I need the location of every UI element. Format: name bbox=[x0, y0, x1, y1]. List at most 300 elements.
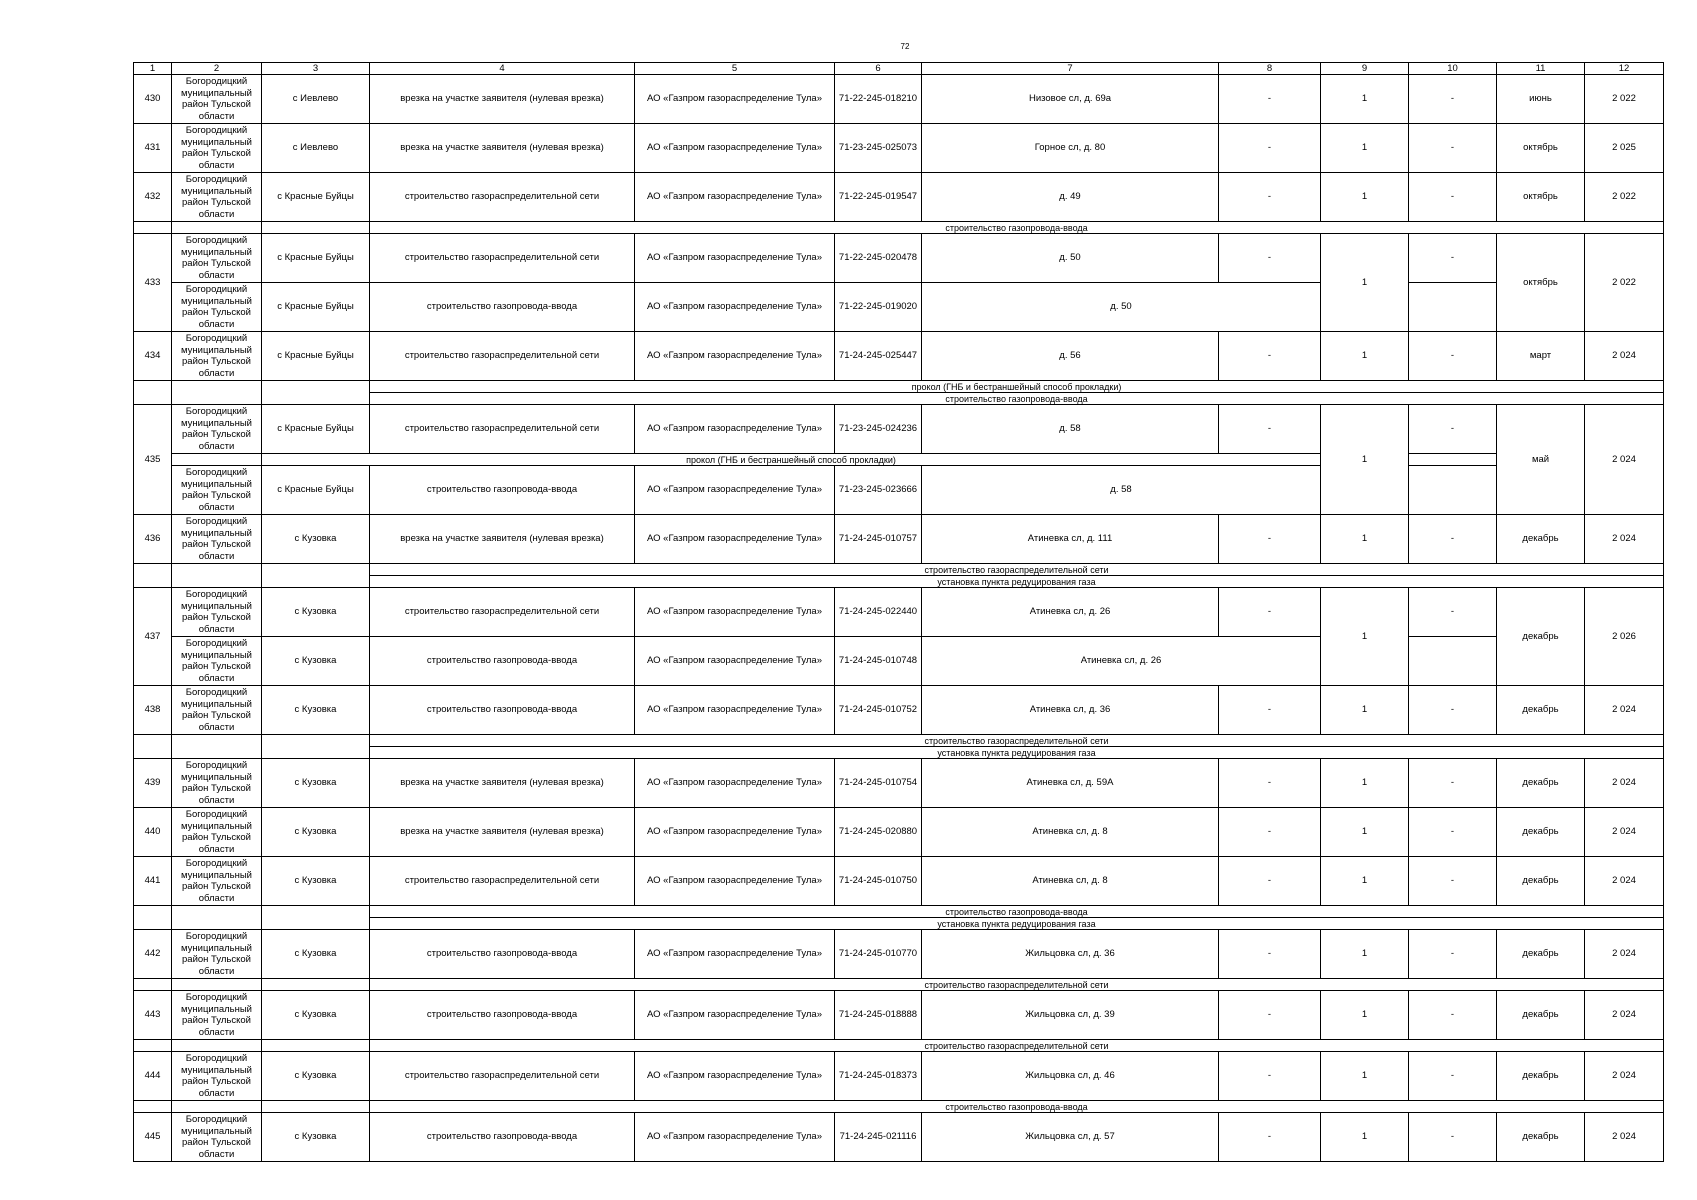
col10-cell: - bbox=[1409, 234, 1497, 283]
sub-work-label: строительство газораспределительной сети bbox=[370, 735, 1664, 747]
row-number: 432 bbox=[134, 173, 172, 222]
sub-work-label: строительство газопровода-ввода bbox=[370, 1101, 1664, 1113]
table-row bbox=[134, 515, 1664, 564]
col8-cell: - bbox=[1219, 857, 1321, 906]
sub-work-label: строительство газораспределительной сети bbox=[370, 979, 1664, 991]
district-cell: Богородицкий муниципальный район Тульской области bbox=[172, 808, 262, 857]
organization-cell: АО «Газпром газораспределение Тула» bbox=[635, 124, 835, 173]
blank-cell bbox=[134, 1101, 172, 1113]
sub-work-row bbox=[134, 576, 1664, 588]
address-cell: Атиневка сл, д. 8 bbox=[922, 808, 1219, 857]
organization-cell: АО «Газпром газораспределение Тула» bbox=[635, 991, 835, 1040]
table-body bbox=[134, 63, 1664, 1162]
col8-cell: - bbox=[1219, 808, 1321, 857]
organization-cell: АО «Газпром газораспределение Тула» bbox=[635, 588, 835, 637]
blank-cell bbox=[262, 393, 370, 405]
col10-cell: - bbox=[1409, 332, 1497, 381]
address-cell: Атиневка сл, д. 26 bbox=[922, 637, 1321, 686]
address-cell: д. 50 bbox=[922, 234, 1219, 283]
month-cell: октябрь bbox=[1497, 124, 1585, 173]
column-header: 1 bbox=[134, 63, 172, 75]
work-type-cell: строительство газопровода-ввода bbox=[370, 686, 635, 735]
table-row bbox=[134, 124, 1664, 173]
blank-cell bbox=[172, 454, 262, 466]
month-cell: декабрь bbox=[1497, 857, 1585, 906]
col9-cell: 1 bbox=[1321, 405, 1409, 515]
sub-work-row bbox=[134, 747, 1664, 759]
blank-cell bbox=[262, 906, 370, 918]
row-number: 435 bbox=[134, 405, 172, 515]
year-cell: 2 024 bbox=[1585, 991, 1664, 1040]
col10-cell: - bbox=[1409, 759, 1497, 808]
month-cell: декабрь bbox=[1497, 515, 1585, 564]
month-cell: октябрь bbox=[1497, 173, 1585, 222]
district-cell: Богородицкий муниципальный район Тульской области bbox=[172, 1052, 262, 1101]
sub-work-row bbox=[134, 1040, 1664, 1052]
district-cell: Богородицкий муниципальный район Тульской области bbox=[172, 124, 262, 173]
col8-cell: - bbox=[1219, 234, 1321, 283]
col9-cell: 1 bbox=[1321, 1113, 1409, 1162]
sub-work-label: строительство газораспределительной сети bbox=[370, 564, 1664, 576]
district-cell: Богородицкий муниципальный район Тульской области bbox=[172, 991, 262, 1040]
village-cell: с Кузовка bbox=[262, 808, 370, 857]
table-row bbox=[134, 637, 1664, 686]
address-cell: Атиневка сл, д. 36 bbox=[922, 686, 1219, 735]
blank-cell bbox=[134, 393, 172, 405]
blank-cell bbox=[134, 564, 172, 576]
address-cell: Атиневка сл, д. 8 bbox=[922, 857, 1219, 906]
sub-work-label: прокол (ГНБ и бестраншейный способ прокладки) bbox=[370, 381, 1664, 393]
application-code-cell: 71-24-245-018373 bbox=[835, 1052, 922, 1101]
organization-cell: АО «Газпром газораспределение Тула» bbox=[635, 332, 835, 381]
col9-cell: 1 bbox=[1321, 991, 1409, 1040]
blank-cell bbox=[134, 979, 172, 991]
blank-cell bbox=[262, 735, 370, 747]
blank-cell bbox=[172, 918, 262, 930]
year-cell: 2 024 bbox=[1585, 332, 1664, 381]
village-cell: с Иевлево bbox=[262, 124, 370, 173]
col10-cell: - bbox=[1409, 857, 1497, 906]
col10-cell: - bbox=[1409, 1113, 1497, 1162]
col10-cell: - bbox=[1409, 75, 1497, 124]
work-type-cell: строительство газораспределительной сети bbox=[370, 857, 635, 906]
work-type-cell: строительство газораспределительной сети bbox=[370, 588, 635, 637]
col8-cell: - bbox=[1219, 75, 1321, 124]
organization-cell: АО «Газпром газораспределение Тула» bbox=[635, 515, 835, 564]
application-code-cell: 71-22-245-019547 bbox=[835, 173, 922, 222]
village-cell: с Кузовка bbox=[262, 857, 370, 906]
application-code-cell: 71-22-245-019020 bbox=[835, 283, 922, 332]
blank-cell bbox=[172, 222, 262, 234]
sub-work-label: строительство газораспределительной сети bbox=[370, 1040, 1664, 1052]
sub-work-label: строительство газопровода-ввода bbox=[370, 222, 1664, 234]
sub-work-label: установка пункта редуцирования газа bbox=[370, 747, 1664, 759]
month-cell: декабрь bbox=[1497, 686, 1585, 735]
district-cell: Богородицкий муниципальный район Тульской области bbox=[172, 1113, 262, 1162]
col9-cell: 1 bbox=[1321, 515, 1409, 564]
work-type-cell: строительство газопровода-ввода bbox=[370, 637, 635, 686]
col8-cell: - bbox=[1219, 930, 1321, 979]
blank-cell bbox=[172, 393, 262, 405]
address-cell: Низовое сл, д. 69а bbox=[922, 75, 1219, 124]
table-row bbox=[134, 686, 1664, 735]
village-cell: с Красные Буйцы bbox=[262, 332, 370, 381]
month-cell: декабрь bbox=[1497, 808, 1585, 857]
address-cell: д. 49 bbox=[922, 173, 1219, 222]
year-cell: 2 024 bbox=[1585, 759, 1664, 808]
village-cell: с Кузовка bbox=[262, 637, 370, 686]
village-cell: с Красные Буйцы bbox=[262, 173, 370, 222]
sub-work-row bbox=[134, 735, 1664, 747]
blank-cell bbox=[134, 381, 172, 393]
organization-cell: АО «Газпром газораспределение Тула» bbox=[635, 173, 835, 222]
month-cell: декабрь bbox=[1497, 1052, 1585, 1101]
village-cell: с Кузовка bbox=[262, 991, 370, 1040]
sub-work-row bbox=[134, 381, 1664, 393]
col10-cell bbox=[1409, 283, 1497, 332]
blank-cell bbox=[262, 381, 370, 393]
application-code-cell: 71-24-245-025447 bbox=[835, 332, 922, 381]
row-number: 437 bbox=[134, 588, 172, 686]
blank-cell bbox=[262, 747, 370, 759]
col10-cell: - bbox=[1409, 405, 1497, 454]
district-cell: Богородицкий муниципальный район Тульской области bbox=[172, 759, 262, 808]
application-code-cell: 71-24-245-022440 bbox=[835, 588, 922, 637]
col10-cell: - bbox=[1409, 515, 1497, 564]
col10-cell: - bbox=[1409, 173, 1497, 222]
month-cell: март bbox=[1497, 332, 1585, 381]
district-cell: Богородицкий муниципальный район Тульской области bbox=[172, 686, 262, 735]
col10-cell bbox=[1409, 466, 1497, 515]
month-cell: декабрь bbox=[1497, 991, 1585, 1040]
col10-cell: - bbox=[1409, 808, 1497, 857]
address-cell: Жильцовка сл, д. 39 bbox=[922, 991, 1219, 1040]
district-cell: Богородицкий муниципальный район Тульской области bbox=[172, 75, 262, 124]
work-type-cell: врезка на участке заявителя (нулевая врезка) bbox=[370, 515, 635, 564]
column-header: 11 bbox=[1497, 63, 1585, 75]
work-type-cell: строительство газопровода-ввода bbox=[370, 466, 635, 515]
village-cell: с Красные Буйцы bbox=[262, 466, 370, 515]
work-type-cell: врезка на участке заявителя (нулевая врезка) bbox=[370, 75, 635, 124]
blank-cell bbox=[172, 906, 262, 918]
work-type-cell: строительство газопровода-ввода bbox=[370, 1113, 635, 1162]
blank-cell bbox=[172, 1040, 262, 1052]
blank-cell bbox=[262, 979, 370, 991]
organization-cell: АО «Газпром газораспределение Тула» bbox=[635, 466, 835, 515]
application-code-cell: 71-24-245-010754 bbox=[835, 759, 922, 808]
address-cell: Жильцовка сл, д. 46 bbox=[922, 1052, 1219, 1101]
column-header: 10 bbox=[1409, 63, 1497, 75]
month-cell: декабрь bbox=[1497, 930, 1585, 979]
page-number: 72 bbox=[900, 42, 910, 51]
application-code-cell: 71-24-245-021116 bbox=[835, 1113, 922, 1162]
column-header: 12 bbox=[1585, 63, 1664, 75]
column-header: 5 bbox=[635, 63, 835, 75]
col10-cell: - bbox=[1409, 1052, 1497, 1101]
year-cell: 2 024 bbox=[1585, 405, 1664, 515]
blank-cell bbox=[134, 747, 172, 759]
address-cell: д. 50 bbox=[922, 283, 1321, 332]
sub-work-label: строительство газопровода-ввода bbox=[370, 393, 1664, 405]
village-cell: с Красные Буйцы bbox=[262, 405, 370, 454]
column-header: 6 bbox=[835, 63, 922, 75]
year-cell: 2 024 bbox=[1585, 515, 1664, 564]
col9-cell: 1 bbox=[1321, 234, 1409, 332]
row-number: 441 bbox=[134, 857, 172, 906]
application-code-cell: 71-23-245-023666 bbox=[835, 466, 922, 515]
work-type-cell: строительство газораспределительной сети bbox=[370, 332, 635, 381]
sub-work-row bbox=[134, 918, 1664, 930]
application-code-cell: 71-24-245-010752 bbox=[835, 686, 922, 735]
month-cell: декабрь bbox=[1497, 759, 1585, 808]
address-cell: Атиневка сл, д. 111 bbox=[922, 515, 1219, 564]
address-cell: д. 56 bbox=[922, 332, 1219, 381]
month-cell: май bbox=[1497, 405, 1585, 515]
blank-cell bbox=[172, 735, 262, 747]
sub-work-label: прокол (ГНБ и бестраншейный способ прокладки) bbox=[262, 454, 1321, 466]
village-cell: с Кузовка bbox=[262, 759, 370, 808]
table-row bbox=[134, 283, 1664, 332]
year-cell: 2 024 bbox=[1585, 1052, 1664, 1101]
col8-cell: - bbox=[1219, 515, 1321, 564]
village-cell: с Кузовка bbox=[262, 588, 370, 637]
sub-work-row bbox=[134, 979, 1664, 991]
work-type-cell: врезка на участке заявителя (нулевая врезка) bbox=[370, 808, 635, 857]
col8-cell: - bbox=[1219, 1113, 1321, 1162]
organization-cell: АО «Газпром газораспределение Тула» bbox=[635, 234, 835, 283]
col9-cell: 1 bbox=[1321, 808, 1409, 857]
col8-cell: - bbox=[1219, 332, 1321, 381]
table-row bbox=[134, 75, 1664, 124]
village-cell: с Красные Буйцы bbox=[262, 234, 370, 283]
table-row bbox=[134, 1052, 1664, 1101]
work-type-cell: врезка на участке заявителя (нулевая врезка) bbox=[370, 124, 635, 173]
village-cell: с Красные Буйцы bbox=[262, 283, 370, 332]
sub-work-row bbox=[134, 564, 1664, 576]
row-number: 430 bbox=[134, 75, 172, 124]
table-row bbox=[134, 332, 1664, 381]
column-header-row bbox=[134, 63, 1664, 75]
application-code-cell: 71-24-245-010757 bbox=[835, 515, 922, 564]
district-cell: Богородицкий муниципальный район Тульской области bbox=[172, 283, 262, 332]
table-row bbox=[134, 808, 1664, 857]
sub-work-row bbox=[134, 906, 1664, 918]
district-cell: Богородицкий муниципальный район Тульской области bbox=[172, 588, 262, 637]
year-cell: 2 022 bbox=[1585, 173, 1664, 222]
table-row bbox=[134, 1113, 1664, 1162]
district-cell: Богородицкий муниципальный район Тульской области bbox=[172, 332, 262, 381]
sub-work-row bbox=[134, 222, 1664, 234]
address-cell: Горное сл, д. 80 bbox=[922, 124, 1219, 173]
district-cell: Богородицкий муниципальный район Тульской области bbox=[172, 234, 262, 283]
connection-schedule-table bbox=[133, 62, 1664, 1162]
row-number: 433 bbox=[134, 234, 172, 332]
col9-cell: 1 bbox=[1321, 759, 1409, 808]
work-type-cell: строительство газопровода-ввода bbox=[370, 991, 635, 1040]
col8-cell: - bbox=[1219, 173, 1321, 222]
work-type-cell: строительство газораспределительной сети bbox=[370, 1052, 635, 1101]
col9-cell: 1 bbox=[1321, 686, 1409, 735]
village-cell: с Кузовка bbox=[262, 515, 370, 564]
application-code-cell: 71-24-245-018888 bbox=[835, 991, 922, 1040]
sub-work-label: установка пункта редуцирования газа bbox=[370, 918, 1664, 930]
blank-cell bbox=[172, 747, 262, 759]
blank-cell bbox=[172, 979, 262, 991]
organization-cell: АО «Газпром газораспределение Тула» bbox=[635, 808, 835, 857]
organization-cell: АО «Газпром газораспределение Тула» bbox=[635, 405, 835, 454]
district-cell: Богородицкий муниципальный район Тульской области bbox=[172, 405, 262, 454]
blank-cell bbox=[262, 1101, 370, 1113]
address-cell: Атиневка сл, д. 26 bbox=[922, 588, 1219, 637]
year-cell: 2 024 bbox=[1585, 1113, 1664, 1162]
col8-cell: - bbox=[1219, 686, 1321, 735]
blank-cell bbox=[134, 1040, 172, 1052]
column-header: 8 bbox=[1219, 63, 1321, 75]
address-cell: Жильцовка сл, д. 57 bbox=[922, 1113, 1219, 1162]
organization-cell: АО «Газпром газораспределение Тула» bbox=[635, 857, 835, 906]
sub-work-row bbox=[134, 1101, 1664, 1113]
table-row bbox=[134, 991, 1664, 1040]
month-cell: июнь bbox=[1497, 75, 1585, 124]
district-cell: Богородицкий муниципальный район Тульской области bbox=[172, 637, 262, 686]
application-code-cell: 71-23-245-025073 bbox=[835, 124, 922, 173]
col10-cell bbox=[1409, 637, 1497, 686]
col9-cell: 1 bbox=[1321, 857, 1409, 906]
organization-cell: АО «Газпром газораспределение Тула» bbox=[635, 1113, 835, 1162]
row-number: 445 bbox=[134, 1113, 172, 1162]
column-header: 3 bbox=[262, 63, 370, 75]
blank-cell bbox=[172, 1101, 262, 1113]
application-code-cell: 71-22-245-018210 bbox=[835, 75, 922, 124]
col10-cell: - bbox=[1409, 991, 1497, 1040]
organization-cell: АО «Газпром газораспределение Тула» bbox=[635, 759, 835, 808]
row-number: 438 bbox=[134, 686, 172, 735]
year-cell: 2 022 bbox=[1585, 75, 1664, 124]
col10-cell: - bbox=[1409, 124, 1497, 173]
row-number: 436 bbox=[134, 515, 172, 564]
blank-cell bbox=[262, 564, 370, 576]
address-cell: Атиневка сл, д. 59А bbox=[922, 759, 1219, 808]
year-cell: 2 026 bbox=[1585, 588, 1664, 686]
district-cell: Богородицкий муниципальный район Тульской области bbox=[172, 857, 262, 906]
blank-cell bbox=[262, 222, 370, 234]
organization-cell: АО «Газпром газораспределение Тула» bbox=[635, 637, 835, 686]
month-cell: октябрь bbox=[1497, 234, 1585, 332]
col9-cell: 1 bbox=[1321, 930, 1409, 979]
blank-cell bbox=[262, 918, 370, 930]
sub-work-label: строительство газопровода-ввода bbox=[370, 906, 1664, 918]
sub-work-row bbox=[134, 393, 1664, 405]
col9-cell: 1 bbox=[1321, 124, 1409, 173]
table-row bbox=[134, 405, 1664, 454]
address-cell: д. 58 bbox=[922, 466, 1321, 515]
row-number: 443 bbox=[134, 991, 172, 1040]
column-header: 2 bbox=[172, 63, 262, 75]
village-cell: с Кузовка bbox=[262, 686, 370, 735]
district-cell: Богородицкий муниципальный район Тульской области bbox=[172, 466, 262, 515]
application-code-cell: 71-24-245-010748 bbox=[835, 637, 922, 686]
village-cell: с Иевлево bbox=[262, 75, 370, 124]
organization-cell: АО «Газпром газораспределение Тула» bbox=[635, 930, 835, 979]
blank-cell bbox=[134, 576, 172, 588]
column-header: 7 bbox=[922, 63, 1219, 75]
application-code-cell: 71-22-245-020478 bbox=[835, 234, 922, 283]
organization-cell: АО «Газпром газораспределение Тула» bbox=[635, 283, 835, 332]
work-type-cell: строительство газораспределительной сети bbox=[370, 173, 635, 222]
col10-cell: - bbox=[1409, 686, 1497, 735]
work-type-cell: строительство газораспределительной сети bbox=[370, 234, 635, 283]
blank-cell bbox=[134, 918, 172, 930]
village-cell: с Кузовка bbox=[262, 1113, 370, 1162]
table-row bbox=[134, 466, 1664, 515]
organization-cell: АО «Газпром газораспределение Тула» bbox=[635, 686, 835, 735]
table-row bbox=[134, 759, 1664, 808]
table-row bbox=[134, 234, 1664, 283]
col8-cell: - bbox=[1219, 759, 1321, 808]
work-type-cell: строительство газопровода-ввода bbox=[370, 283, 635, 332]
year-cell: 2 024 bbox=[1585, 686, 1664, 735]
col9-cell: 1 bbox=[1321, 332, 1409, 381]
year-cell: 2 024 bbox=[1585, 930, 1664, 979]
organization-cell: АО «Газпром газораспределение Тула» bbox=[635, 1052, 835, 1101]
year-cell: 2 024 bbox=[1585, 857, 1664, 906]
col9-cell: 1 bbox=[1321, 173, 1409, 222]
work-type-cell: строительство газораспределительной сети bbox=[370, 405, 635, 454]
year-cell: 2 024 bbox=[1585, 808, 1664, 857]
blank-cell bbox=[172, 564, 262, 576]
table-row bbox=[134, 588, 1664, 637]
column-header: 9 bbox=[1321, 63, 1409, 75]
blank-cell bbox=[134, 735, 172, 747]
blank-cell bbox=[172, 381, 262, 393]
col8-cell: - bbox=[1219, 124, 1321, 173]
row-number: 434 bbox=[134, 332, 172, 381]
village-cell: с Кузовка bbox=[262, 930, 370, 979]
district-cell: Богородицкий муниципальный район Тульской области bbox=[172, 173, 262, 222]
organization-cell: АО «Газпром газораспределение Тула» bbox=[635, 75, 835, 124]
blank-cell bbox=[134, 222, 172, 234]
col9-cell: 1 bbox=[1321, 588, 1409, 686]
month-cell: декабрь bbox=[1497, 588, 1585, 686]
col8-cell: - bbox=[1219, 588, 1321, 637]
address-cell: Жильцовка сл, д. 36 bbox=[922, 930, 1219, 979]
work-type-cell: врезка на участке заявителя (нулевая врезка) bbox=[370, 759, 635, 808]
application-code-cell: 71-24-245-020880 bbox=[835, 808, 922, 857]
col9-cell: 1 bbox=[1321, 75, 1409, 124]
col8-cell: - bbox=[1219, 405, 1321, 454]
blank-cell bbox=[172, 576, 262, 588]
col10-cell: - bbox=[1409, 930, 1497, 979]
blank-cell bbox=[262, 576, 370, 588]
work-type-cell: строительство газопровода-ввода bbox=[370, 930, 635, 979]
table-row bbox=[134, 930, 1664, 979]
village-cell: с Кузовка bbox=[262, 1052, 370, 1101]
col8-cell: - bbox=[1219, 991, 1321, 1040]
sub-work-row bbox=[134, 454, 1664, 466]
district-cell: Богородицкий муниципальный район Тульской области bbox=[172, 515, 262, 564]
address-cell: д. 58 bbox=[922, 405, 1219, 454]
district-cell: Богородицкий муниципальный район Тульской области bbox=[172, 930, 262, 979]
row-number: 444 bbox=[134, 1052, 172, 1101]
application-code-cell: 71-23-245-024236 bbox=[835, 405, 922, 454]
year-cell: 2 022 bbox=[1585, 234, 1664, 332]
row-number: 442 bbox=[134, 930, 172, 979]
sub-work-label: установка пункта редуцирования газа bbox=[370, 576, 1664, 588]
application-code-cell: 71-24-245-010770 bbox=[835, 930, 922, 979]
col9-cell: 1 bbox=[1321, 1052, 1409, 1101]
column-header: 4 bbox=[370, 63, 635, 75]
table-row bbox=[134, 173, 1664, 222]
